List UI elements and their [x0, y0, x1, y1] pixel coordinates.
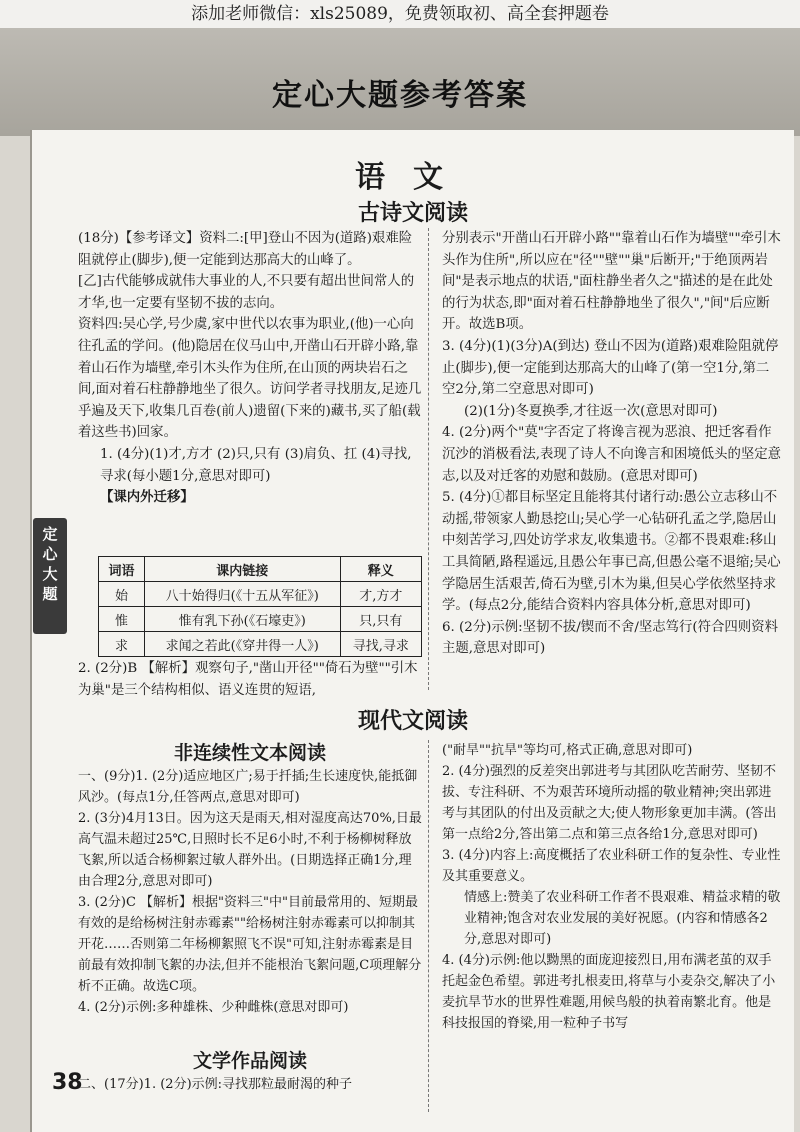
table-cell: 始 — [99, 582, 145, 607]
answer-item-5: 5. (4分)①都目标坚定且能将其付诸行动:愚公立志移山不动摇,带领家人勤恳挖山;吴心学一心钻研孔孟之学,隐居山中刻苦学习,四处访学求友,收集遗书。②都不畏艰难:移山工具简陋,路程遥远,且愚公年事已高,但愚公毫不退缩;吴心学隐居生活艰苦,倚石为壁,引木为巢,但吴心学依然坚持求学。(每点2分,能结合资料内容具体分析,意思对即可) — [442, 490, 781, 614]
answer-item-2: 2. (2分)B 【解析】观察句子,"凿山开径""倚石为壁""引木为巢"是三个结构相似、语义连贯的短语, — [78, 661, 418, 698]
table-row — [99, 607, 422, 632]
table-header: 释义 — [340, 557, 421, 582]
table-cell: 寻找,寻求 — [340, 632, 421, 657]
section-title-classical: 古诗文阅读 — [357, 201, 468, 226]
side-tab-char: 定 — [42, 525, 58, 543]
left-column-literary — [78, 1074, 422, 1096]
subject-title: 语文 — [355, 160, 471, 195]
table-cell: 八十始得归(《十五从军征》) — [144, 582, 340, 607]
answer-item-1: 1. (4分)(1)才,方才 (2)只,只有 (3)肩负、扛 (4)寻找,寻求(每小题1分,意思对即可) — [100, 446, 412, 484]
answer-item: 一、(9分)1. (2分)适应地区广;易于扦插;生长速度快,能抵御风沙。(每点1分,任答两点,意思对即可) — [78, 769, 418, 805]
table-cell: 才,方才 — [340, 582, 421, 607]
section-title-modern: 现代文阅读 — [357, 709, 468, 734]
answer-item: 2. (3分)4月13日。因为这天是雨天,相对湿度高达70%,日最高气温未超过25℃,日照时长不足6小时,不利于杨柳树释放飞絮,所以适合杨柳絮过敏人群外出。(日期选择正确1分,理由合理2分,意思对即可) — [78, 811, 422, 889]
table-cell: 只,只有 — [340, 607, 421, 632]
answer-item: 情感上:赞美了农业科研工作者不畏艰难、精益求精的敬业精神;饱含对农业发展的美好祝愿。(内容和情感各2分,意思对即可) — [464, 890, 781, 947]
column-divider — [428, 740, 429, 1112]
table-cell: 惟有乳下孙(《石壕吏》) — [144, 607, 340, 632]
answer-item: 4. (2分)示例:多种雄株、少种雌株(意思对即可) — [78, 1000, 349, 1015]
table-header: 课内链接 — [144, 557, 340, 582]
side-tab-char: 大 — [42, 565, 58, 583]
subsection-title-nonlinear: 非连续性文本阅读 — [173, 742, 326, 764]
right-column-modern — [442, 740, 782, 1034]
answer-item: 二、(17分)1. (2分)示例:寻找那粒最耐渴的种子 — [78, 1077, 353, 1092]
answer-item-4: 4. (2分)两个"莫"字否定了将谗言视为恶浪、把迁客看作沉沙的消极看法,表现了诗人不向谗言和困境低头的坚定意志,以及对迁客的劝慰和鼓励。(意思对即可) — [442, 425, 782, 484]
page-number: 38 — [52, 1070, 83, 1095]
answer-item: 2. (4分)强烈的反差突出郭进考与其团队吃苦耐劳、坚韧不拔、专注科研、不为艰苦环境所动摇的敬业精神;突出郭进考与其团队的付出及贡献之大;使人物形象更加丰满。(答出第一点给2分,答出第二点和第三点各给1分,意思对即可) — [442, 764, 777, 842]
answer-paragraph: 资料四:吴心学,号少虞,家中世代以农事为职业,(他)一心向往孔孟的学问。(他)隐居在仪马山中,开凿山石开辟小路,靠着山石作为墙壁,牵引木头作为住所,在山顶的两块岩石之间,面对着石柱静静地坐了很久。访问学者寻找朋友,足迹几乎遍及天下,收集几百卷(前人)遗留(下来的)藏书,买了船(载着这些书)回家。 — [78, 317, 422, 441]
answer-item-3: 3. (4分)(1)(3分)A(到达) 登山不因为(道路)艰难险阻就停止(脚步),便一定能到达那高大的山峰了(第一空1分,第二空2分,第二空意思对即可) — [442, 338, 779, 398]
side-tab — [33, 518, 67, 634]
answer-item: 3. (4分)内容上:高度概括了农业科研工作的复杂性、专业性及其重要意义。 — [442, 848, 781, 884]
page-sheet — [30, 130, 794, 1132]
answer-item: 3. (2分)C 【解析】根据"资料三"中"目前最常用的、短期最有效的是给杨树注射赤霉素""给杨树注射赤霉素可以抑制其开花……否则第二年杨柳絮照飞不误"可知,注射赤霉素是目前最有效抑制飞絮的办法,但并不能根治飞絮问题,C项理解分析不正确。故选C项。 — [78, 895, 422, 994]
answer-paragraph: (18分)【参考译文】资料二:[甲]登山不因为(道路)艰难险阻就停止(脚步),便一定能到达那高大的山峰了。 — [78, 231, 413, 268]
table-row — [99, 582, 422, 607]
answer-item-6: 6. (2分)示例:坚韧不拔/锲而不舍/坚志笃行(符合四则资料主题,意思对即可) — [442, 619, 778, 657]
table-header: 词语 — [99, 557, 145, 582]
answer-paragraph: 分别表示"开凿山石开辟小路""靠着山石作为墙壁""牵引木头作为住所",所以应在"径""壁""巢"后断开;"于绝顶两岩间"是表示地点的状语,"面柱静坐者久之"描述的是在此处的行为状态,即"面对着石柱静静地坐了很久","间"后应断开。故选B项。 — [442, 231, 781, 333]
left-column-modern — [78, 766, 422, 1018]
column-divider — [428, 228, 429, 690]
side-tab-char: 心 — [42, 545, 58, 563]
right-column-classical — [442, 228, 782, 660]
left-column-classical — [78, 228, 422, 509]
answer-item-3-2: (2)(1分)冬夏换季,才往返一次(意思对即可) — [464, 403, 718, 419]
vocab-table — [98, 556, 422, 657]
table-cell: 求闻之若此(《穿井得一人》) — [144, 632, 340, 657]
answer-item: 4. (4分)示例:他以黝黑的面庞迎接烈日,用布满老茧的双手托起金色希望。郭进考扎根麦田,将草与小麦杂交,解决了小麦抗旱节水的世界性难题,用候鸟般的执着南繁北育。他是科技报国的脊梁,用一粒种子书写 — [442, 953, 776, 1031]
subsection-title-literary: 文学作品阅读 — [192, 1050, 307, 1072]
side-tab-char: 题 — [42, 585, 58, 603]
watermark-text: 添加老师微信：xls25089，免费领取初、高全套押题卷 — [0, 0, 800, 28]
table-header-row — [99, 557, 422, 582]
banner-title: 定心大题参考答案 — [272, 78, 528, 113]
table-row — [99, 632, 422, 657]
left-column-q2 — [78, 658, 422, 701]
answer-paragraph: [乙]古代能够成就伟大事业的人,不只要有超出世间常人的才华,也一定要有坚韧不拔的志向。 — [78, 274, 415, 311]
answer-item: ("耐旱""抗旱"等均可,格式正确,意思对即可) — [442, 743, 693, 758]
table-cell: 惟 — [99, 607, 145, 632]
table-cell: 求 — [99, 632, 145, 657]
transfer-label: 【课内外迁移】 — [100, 489, 194, 506]
